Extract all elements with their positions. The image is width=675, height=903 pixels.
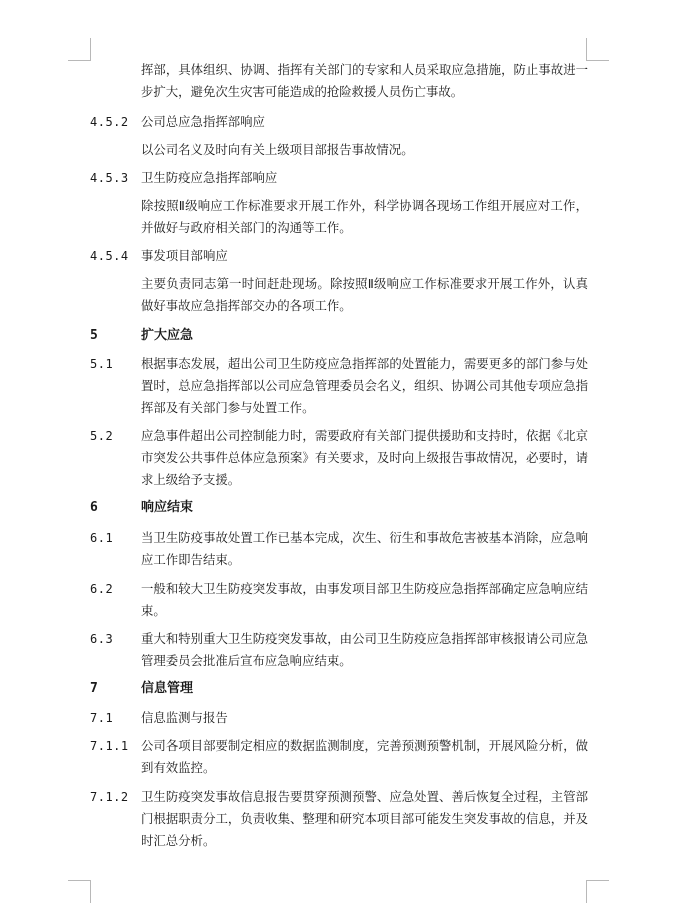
paragraph-5-1: 5.1 根据事态发展，超出公司卫生防疫应急指挥部的处置能力，需要更多的部门参与处置时，总应急指挥部以公司应急管理委员会名义，组织、协调公司其他专项应急指挥部及有关部门参与处置工作。 [90, 353, 588, 419]
item-number: 7.1.2 [90, 790, 129, 804]
paragraph-4-5-2: 以公司名义及时向有关上级项目部报告事故情况。 [141, 142, 414, 157]
section-number: 5 [90, 328, 99, 343]
section-number: 4.5.2 [90, 115, 129, 129]
paragraph-7-1-1: 7.1.1 公司各项目部要制定相应的数据监测制度，完善预测预警机制，开展风险分析，做到有效监控。 [90, 735, 588, 779]
item-number: 5.1 [90, 357, 114, 371]
section-number: 4.5.4 [90, 249, 129, 263]
item-number: 6.3 [90, 632, 114, 646]
paragraph-continuation: 挥部，具体组织、协调、指挥有关部门的专家和人员采取应急措施，防止事故进一步扩大，避免次生灾害可能造成的抢险救援人员伤亡事故。 [141, 62, 588, 99]
crop-mark-top-left [68, 38, 91, 61]
section-number: 7 [90, 681, 99, 696]
section-title: 信息管理 [141, 681, 194, 696]
heading-4-5-4 [90, 245, 588, 267]
section-title: 卫生防疫应急指挥部响应 [141, 170, 278, 185]
heading-7-1 [90, 707, 588, 729]
section-number: 7.1 [90, 711, 114, 725]
paragraph-7-1-2: 7.1.2 卫生防疫突发事故信息报告要贯穿预测预警、应急处置、善后恢复全过程，主管部门根据职责分工，负责收集、整理和研究本项目部可能发生突发事故的信息，并及时汇总分析。 [90, 786, 588, 852]
paragraph-5-2: 5.2 应急事件超出公司控制能力时，需要政府有关部门提供援助和支持时，依据《北京市突发公共事件总体应急预案》有关要求，及时向上级报告事故情况，必要时，请求上级给予支援。 [90, 425, 588, 491]
section-title: 信息监测与报告 [141, 710, 228, 725]
crop-mark-top-right [586, 38, 609, 61]
paragraph-4-5-3: 除按照Ⅱ级响应工作标准要求开展工作外，科学协调各现场工作组开展应对工作，并做好与政府相关部门的沟通等工作。 [141, 198, 588, 235]
section-number: 6 [90, 500, 99, 515]
paragraph-6-1: 6.1 当卫生防疫事故处置工作已基本完成，次生、衍生和事故危害被基本消除，应急响应工作即告结束。 [90, 527, 588, 571]
section-number: 4.5.3 [90, 171, 129, 185]
crop-mark-bottom-right [586, 880, 609, 903]
paragraph-6-2: 6.2 一般和较大卫生防疫突发事故，由事发项目部卫生防疫应急指挥部确定应急响应结束。 [90, 578, 588, 622]
item-number: 7.1.1 [90, 739, 129, 753]
crop-mark-bottom-left [68, 880, 91, 903]
heading-7 [90, 678, 588, 700]
section-title: 扩大应急 [141, 328, 194, 343]
paragraph-6-3: 6.3 重大和特别重大卫生防疫突发事故，由公司卫生防疫应急指挥部审核报请公司应急管理委员会批准后宣布应急响应结束。 [90, 628, 588, 672]
section-title: 公司总应急指挥部响应 [141, 114, 265, 129]
item-number: 6.1 [90, 531, 114, 545]
heading-4-5-2 [90, 111, 588, 133]
heading-6 [90, 497, 588, 519]
heading-5 [90, 325, 588, 347]
paragraph-4-5-4: 主要负责同志第一时间赶赴现场。除按照Ⅱ级响应工作标准要求开展工作外，认真做好事故应急指挥部交办的各项工作。 [141, 276, 588, 313]
item-number: 5.2 [90, 429, 114, 443]
section-title: 事发项目部响应 [141, 248, 228, 263]
item-number: 6.2 [90, 582, 114, 596]
heading-4-5-3 [90, 167, 588, 189]
section-title: 响应结束 [141, 500, 194, 515]
